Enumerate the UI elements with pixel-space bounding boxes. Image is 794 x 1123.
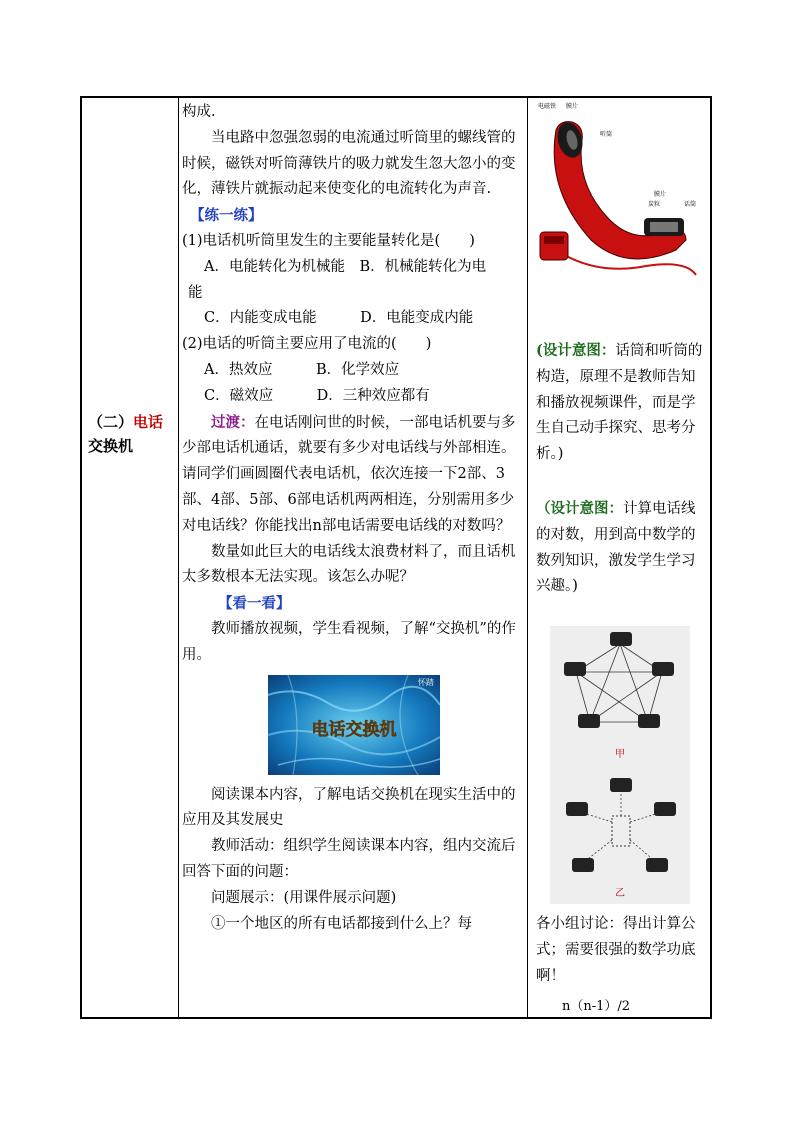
- label-diaphragm-top: 膜片: [566, 103, 579, 110]
- look-heading: 【看一看】: [218, 595, 291, 613]
- transition-label: 过渡：: [211, 413, 255, 431]
- video-corner-label: 怀踏: [417, 677, 434, 687]
- column-divider: [527, 98, 528, 1017]
- section-title-highlight: 电话: [133, 413, 164, 431]
- question-first: ①一个地区的所有电话都接到什么上？每: [211, 915, 472, 932]
- telephone-network-diagram: [550, 626, 690, 904]
- label-magnet: 电磁铁: [538, 103, 557, 110]
- transition-paragraph: [182, 410, 525, 540]
- label-mouthpiece: 话筒: [684, 201, 697, 208]
- design-intent-2-text: 计算电话线的对数，用到高中数学的数列知识，激发学生学习兴趣。): [536, 501, 696, 595]
- design-intent-1-label: (设计意图：: [536, 342, 616, 359]
- diagram-label-a: 甲: [615, 749, 625, 760]
- section-column: [82, 98, 178, 1017]
- lesson-table: [80, 96, 712, 1019]
- look-text: 教师播放视频，学生看视频，了解“交换机”的作用。: [182, 620, 516, 663]
- question-1: (1)电话机听筒里发生的主要能量转化是( ): [182, 232, 475, 249]
- question-2-options-ab: A．热效应 B．化学效应: [204, 361, 400, 378]
- design-intent-2: [536, 496, 708, 600]
- read-paragraph: 阅读课本内容，了解电话交换机在现实生活中的应用及其发展史: [182, 786, 516, 829]
- video-caption: 电话交换机: [311, 719, 396, 740]
- question-show: 问题展示：(用课件展示问题): [211, 889, 397, 906]
- paragraph-waste: 数量如此巨大的电话线太浪费材料了，而且话机太多数根本无法实现。该怎么办呢？: [182, 543, 516, 586]
- question-1-options-ab: A．电能转化为机械能 B．机械能转化为电: [204, 258, 487, 275]
- paragraph-receiver-principle: 当电路中忽强忽弱的电流通过听筒里的螺线管的时候，磁铁对听筒薄铁片的吸力就发生忽大忽小的变化，薄铁片就振动起来使变化的电流转化为声音.: [182, 129, 516, 198]
- content-column: [182, 100, 525, 937]
- column-divider: [178, 98, 179, 1017]
- teacher-activity: 教师活动：组织学生阅读课本内容，组内交流后回答下面的问题：: [182, 838, 516, 880]
- question-2-options-cd: C．磁效应 D．三种效应都有: [204, 387, 430, 404]
- label-receiver: 听筒: [600, 131, 613, 138]
- label-carbon: 炭粒: [648, 201, 661, 208]
- question-1-options-cd: C．内能变成电能 D．电能变成内能: [204, 310, 474, 327]
- label-diaphragm-mid: 膜片: [654, 191, 667, 198]
- design-intent-2-label: （设计意图：: [536, 500, 623, 517]
- practice-heading: 【练一练】: [190, 207, 263, 225]
- telephone-structure-image: [536, 100, 704, 290]
- design-intent-1: [536, 338, 708, 468]
- diagram-label-b: 乙: [615, 888, 625, 899]
- group-discussion-note: 各小组讨论：得出计算公式；需要很强的数学功底啊！: [536, 916, 696, 984]
- video-thumbnail[interactable]: [268, 675, 440, 775]
- section-title: [88, 410, 174, 458]
- text-fragment: 构成.: [182, 104, 216, 120]
- design-intent-1-text: 话筒和听筒的构造，原理不是教师告知和播放视频课件，而是学生自己动手探究、思考分析。): [536, 343, 703, 463]
- pair-count-formula: n（n-1）/2: [562, 999, 631, 1014]
- transition-text: 在电话刚问世的时候，一部电话机要与多少部电话机通话，就要有多少对电话线与外部相连。请同学们画圆圈代表电话机，依次连接一下2部、3部、4部、5部、6部电话机两两相连，分别需用多少对电话线？你能找出n部电话需要电话线的对数吗？: [182, 414, 516, 534]
- question-2: (2)电话的听筒主要应用了电流的( ): [182, 336, 432, 353]
- question-1-options-ab-cont: 能: [188, 284, 203, 301]
- section-title-prefix: （二）: [88, 413, 134, 431]
- section-title-line2: 交换机: [88, 437, 134, 455]
